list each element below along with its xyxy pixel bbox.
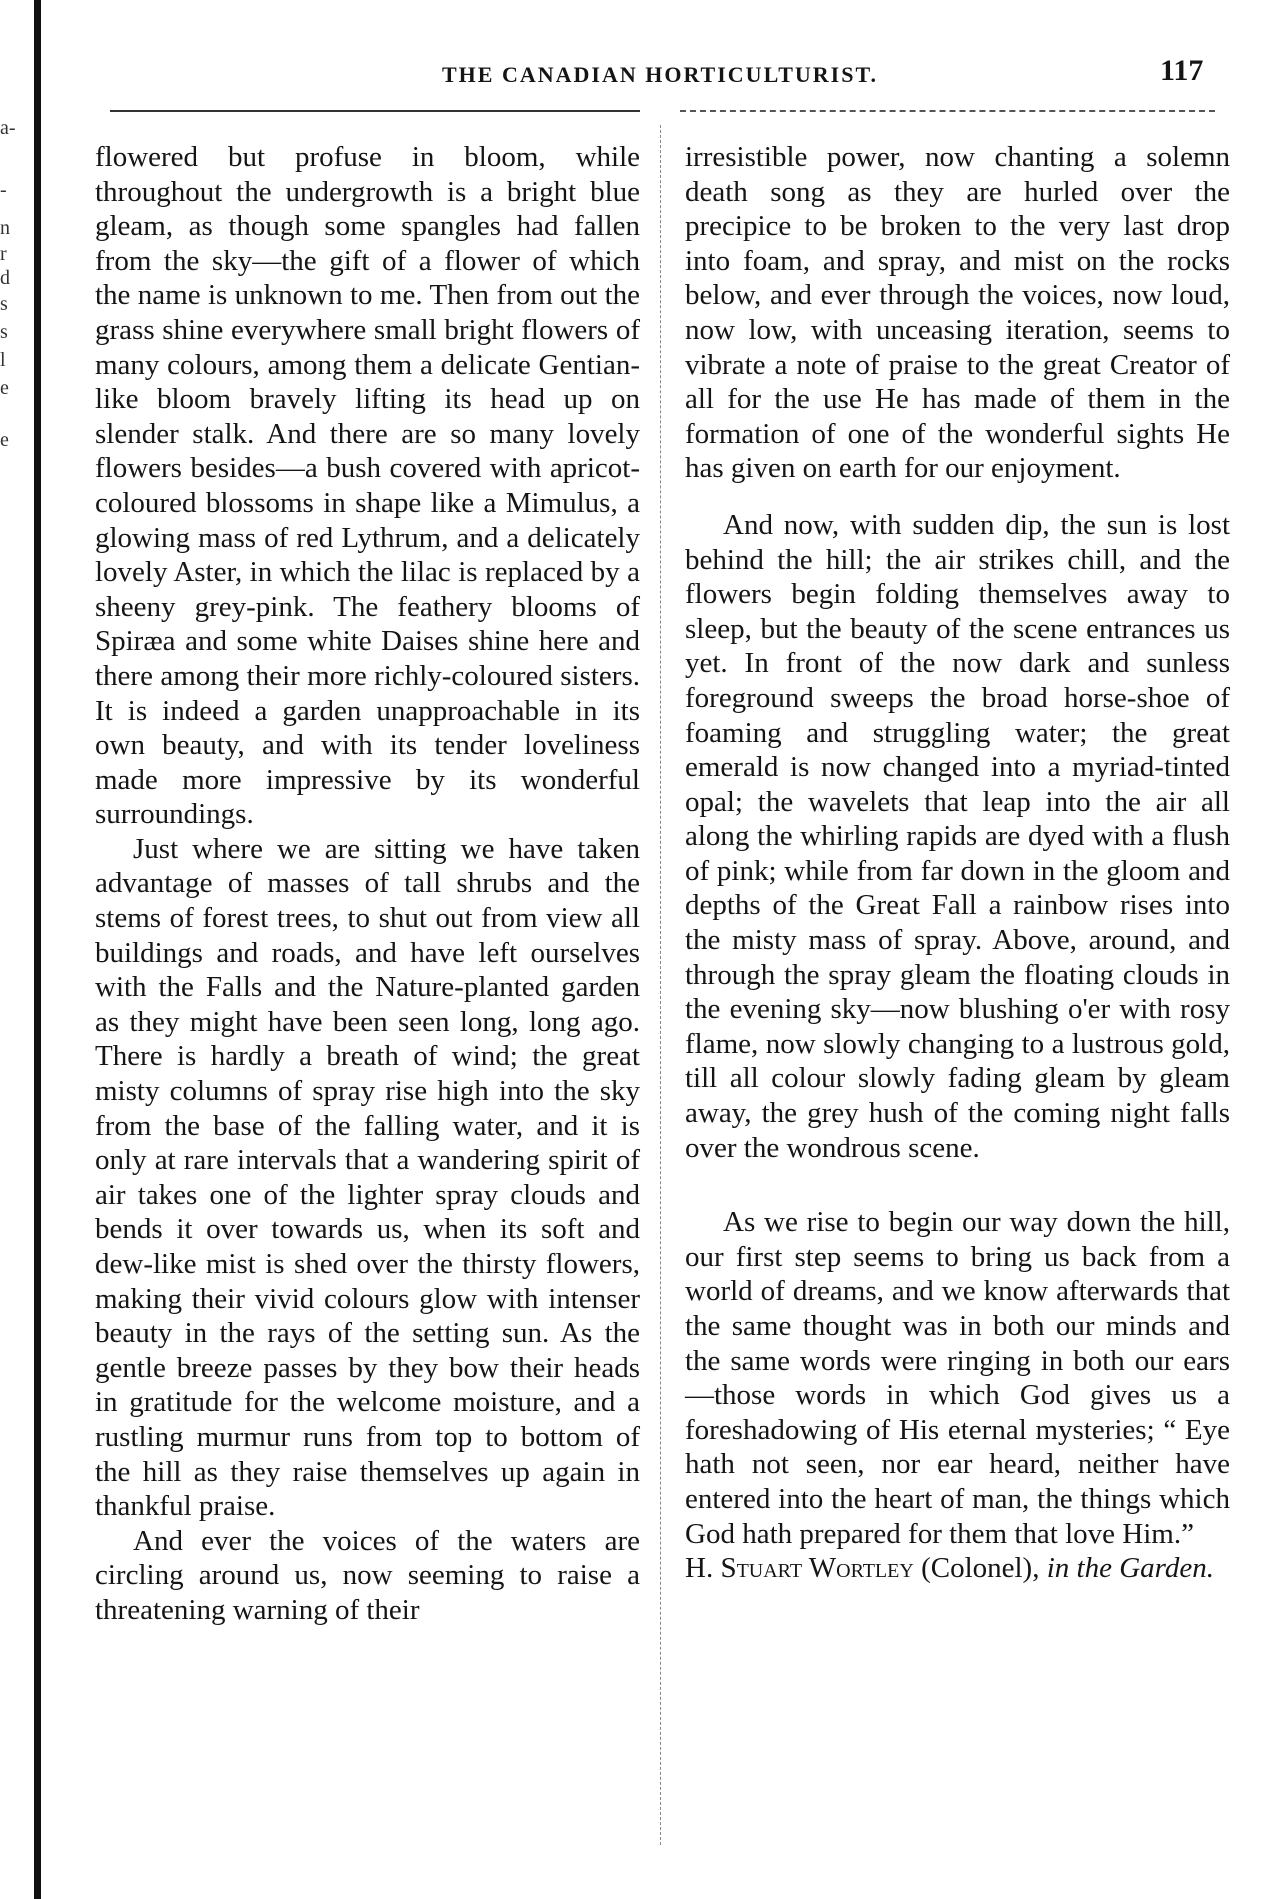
paragraph: And ever the voices of the waters are circling around us, now seeming to raise a threatening warning of their xyxy=(95,1524,640,1626)
margin-fragment: e xyxy=(0,429,9,451)
margin-fragment: d xyxy=(0,267,10,289)
paragraph: flowered but profuse in bloom, while throughout the undergrowth is a bright blue gleam, as though some spangles had fallen from the sky—the gift of a flower of which the name is unknown to me. Then from out the grass shine everywhere small bright flowers of many colours, among them a delicate Gentian-like bloom bravely lifting its head up on slender stalk. And there are so many lovely flowers besides—a bush covered with apricot-coloured blossoms in shape like a Mimulus, a glowing mass of red Lythrum, and a delicately lovely Aster, in which the lilac is replaced by a sheeny grey-pink. The feathery blooms of Spiræa and some white Daises shine here and there among their more richly-coloured sisters. It is indeed a garden unapproachable in its own beauty, and with its tender loveliness made more impressive by its wonderful surroundings. xyxy=(95,141,640,831)
margin-fragment: s xyxy=(0,293,8,315)
margin-fragment: - xyxy=(0,179,7,201)
margin-fragment: s xyxy=(0,321,8,343)
margin-fragment: r xyxy=(0,243,7,265)
right-column xyxy=(685,140,1230,1586)
margin-fragment: n xyxy=(0,217,10,239)
paragraph: Just where we are sitting we have taken advantage of masses of tall shrubs and the stems of forest trees, to shut out from view all buildings and roads, and have left ourselves with the Falls and the Nature-planted garden as they might have been seen long, long ago. There is hardly a breath of wind; the great misty columns of spray rise high into the sky from the base of the falling water, and it is only at rare intervals that a wandering spirit of air takes one of the lighter spray clouds and bends it over towards us, when its soft and dew-like mist is shed over the thirsty flowers, making their vivid colours glow with intenser beauty in the rays of the setting sun. As the gentle breeze passes by they bow their heads in gratitude for the welcome moisture, and a rustling murmur runs from top to bottom of the hill as they raise themselves up again in thankful praise. xyxy=(95,832,640,1523)
page-binding-edge xyxy=(34,0,41,1899)
margin-fragment: l xyxy=(0,349,6,371)
header-rule-left xyxy=(110,110,640,112)
column-divider xyxy=(660,125,661,1845)
running-head: THE CANADIAN HORTICULTURIST. xyxy=(441,62,879,87)
signature xyxy=(685,1551,1230,1586)
author-rank: (Colonel), xyxy=(913,1552,1047,1585)
left-column xyxy=(95,140,640,1628)
margin-fragment: e xyxy=(0,377,9,399)
paragraph: And now, with sudden dip, the sun is lost behind the hill; the air strikes chill, and the flowers begin folding themselves away to sleep, but the beauty of the scene entrances us yet. In front of the now dark and sunless foreground sweeps the broad horse-shoe of foaming and struggling water; the great emerald is now changed into a myriad-tinted opal; the wavelets that leap into the air all along the whirling rapids are dyed with a flush of pink; while from far down in the gloom and depths of the Great Fall a rainbow rises into the misty mass of spray. Above, around, and through the spray gleam the floating clouds in the evening sky—now blushing o'er with rosy flame, now slowly changing to a lustrous gold, till all colour slowly fading gleam by gleam away, the grey hush of the coming night falls over the wondrous scene. xyxy=(685,508,1230,1164)
header-rule-right xyxy=(680,110,1215,112)
source-title: in the Garden. xyxy=(1046,1552,1214,1585)
paragraph: As we rise to begin our way down the hill, our first step seems to bring us back from a world of dreams, and we know afterwards that the same thought was in both our minds and the same words were ringing in both our ears—those words in which God gives us a foreshadowing of His eternal mysteries; “ Eye hath not seen, nor ear heard, neither have entered into the heart of man, the things which God hath prepared for them that love Him.” xyxy=(685,1206,1230,1550)
margin-fragment: a- xyxy=(0,117,16,139)
page-number: 117 xyxy=(1160,54,1204,87)
author-name: H. Stuart Wortley xyxy=(685,1552,914,1585)
paragraph: irresistible power, now chanting a solemn death song as they are hurled over the precipice to be broken to the very last drop into foam, and spray, and mist on the rocks below, and ever through the voices, now loud, now low, with unceasing iteration, seems to vibrate a note of praise to the great Creator of all for the use He has made of them in the formation of one of the wonderful sights He has given on earth for our enjoyment. xyxy=(685,141,1230,485)
